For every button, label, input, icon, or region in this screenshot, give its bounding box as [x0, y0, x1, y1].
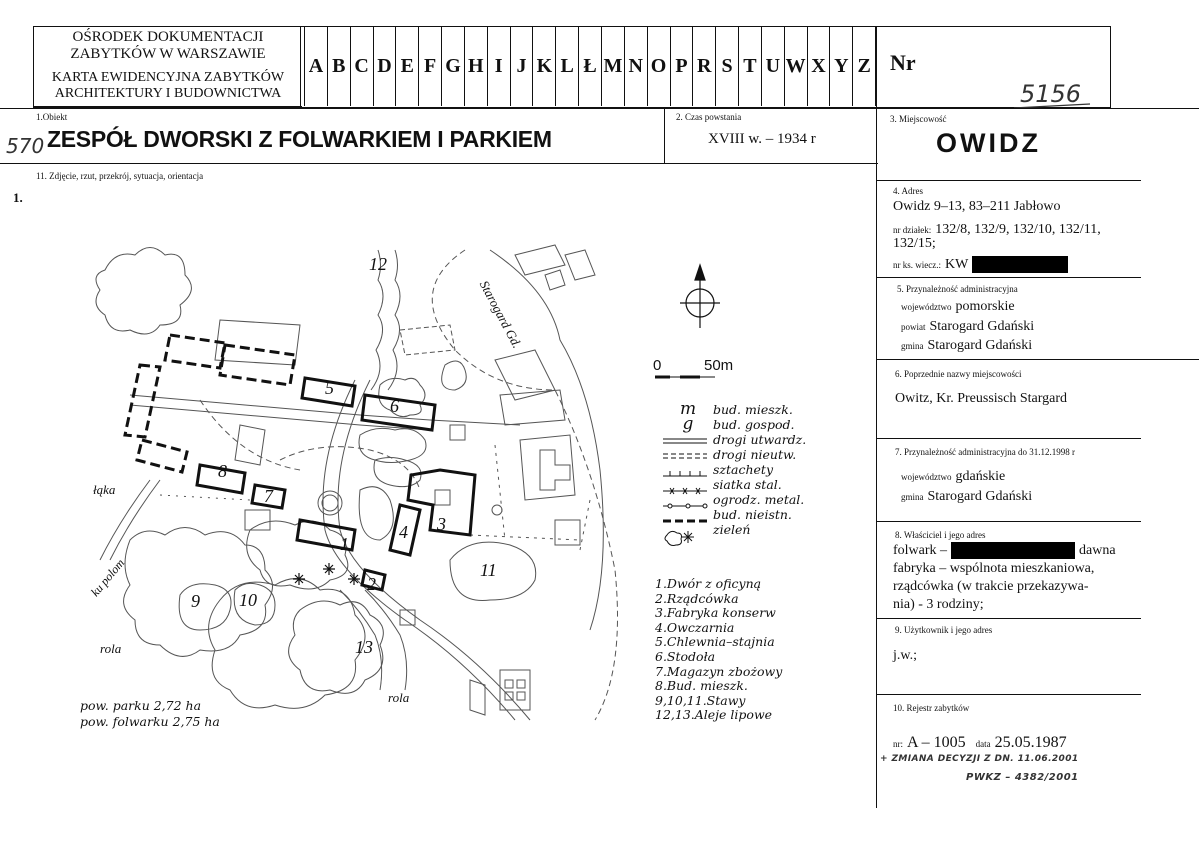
- plots-line2: 132/15;: [893, 236, 936, 251]
- old-voivodeship-label: województwo: [901, 472, 952, 482]
- alphabet-letter: C: [350, 26, 373, 106]
- alphabet-letter: H: [464, 26, 487, 106]
- map-legend: [663, 399, 863, 537]
- alphabet-letter: Z: [852, 26, 876, 106]
- alphabet-letter: R: [692, 26, 715, 106]
- register-date-value: 25.05.1987: [994, 734, 1067, 751]
- owner-redaction: [951, 542, 1075, 559]
- institution-line1: OŚRODEK DOKUMENTACJI: [72, 29, 264, 45]
- alphabet-letter: O: [647, 26, 670, 106]
- alphabet-letter: S: [715, 26, 738, 106]
- list-item: 7.Magazyn zbożowy: [655, 663, 783, 679]
- alphabet-letter: Y: [829, 26, 852, 106]
- building-number-6: 6: [390, 396, 399, 416]
- park-area: pow. parku 2,72 ha: [80, 698, 202, 713]
- register-handwritten-line1: + ZMIANA DECYZJI Z DN. 11.06.2001: [880, 754, 1079, 764]
- legend-item: drogi nieutw.: [713, 446, 797, 462]
- construction-date: XVIII w. – 1934 r: [708, 131, 816, 147]
- plots-line1: 132/8, 132/9, 132/10, 132/11,: [935, 222, 1101, 237]
- alphabet-letter: P: [670, 26, 693, 106]
- former-names-value: Owitz, Kr. Preussisch Stargard: [895, 391, 1067, 406]
- legend-item: g bud. gospod.: [682, 414, 795, 434]
- institution-line2: ZABYTKÓW W WARSZAWIE: [70, 46, 266, 62]
- register-nr-value: A – 1005: [907, 734, 966, 751]
- alphabet-letter: D: [373, 26, 396, 106]
- section1-handwritten-prefix: 570: [6, 134, 45, 158]
- list-item: 9,10,11.Stawy: [655, 692, 746, 708]
- building-number-10: 10: [239, 590, 257, 610]
- object-title: ZESPÓŁ DWORSKI Z FOLWARKIEM I PARKIEM: [47, 126, 552, 152]
- section5-label: 5. Przynależność administracyjna: [897, 284, 1018, 294]
- list-item: 6.Stodoła: [655, 648, 716, 664]
- commune-value: Starogard Gdański: [927, 338, 1033, 353]
- north-arrow-icon: [680, 265, 720, 328]
- alphabet-letter: N: [624, 26, 647, 106]
- scale-zero: 0: [653, 357, 662, 374]
- alphabet-letter: G: [441, 26, 464, 106]
- section1-label: 1.Obiekt: [36, 112, 68, 122]
- label-to-fields: ku polom: [88, 556, 128, 599]
- card-title-line2: ARCHITEKTURY I BUDOWNICTWA: [54, 86, 282, 101]
- building-number-11: 11: [480, 560, 497, 580]
- county-value: Starogard Gdański: [929, 319, 1035, 334]
- building-number-7: 7: [264, 486, 273, 506]
- section2-label: 2. Czas powstania: [676, 112, 742, 122]
- objects-list: [655, 577, 782, 723]
- building-number-5: 5: [325, 378, 334, 398]
- farm-area: pow. folwarku 2,75 ha: [80, 714, 220, 729]
- owner-line1-end: dawna: [1079, 543, 1116, 558]
- section9-label: 9. Użytkownik i jego adres: [895, 625, 993, 635]
- alphabet-letter: B: [327, 26, 350, 106]
- owner-line4: nia) - 3 rodziny;: [893, 597, 984, 612]
- section4-label: 4. Adres: [893, 186, 923, 196]
- alphabet-letter: K: [532, 26, 555, 106]
- alphabet-letter: L: [555, 26, 578, 106]
- street-label: Starogard Gd.: [476, 278, 525, 351]
- legend-item: drogi utwardz.: [713, 431, 807, 447]
- address-value: Owidz 9–13, 83–211 Jabłowo: [893, 199, 1061, 214]
- register-nr-label: nr:: [893, 739, 903, 749]
- card-title-line1: KARTA EWIDENCYJNA ZABYTKÓW: [51, 70, 285, 85]
- alphabet-letter: T: [738, 26, 761, 106]
- list-item: 2.Rządcówka: [655, 590, 739, 606]
- user-value: j.w.;: [893, 648, 917, 663]
- register-handwritten-line2: PWKZ – 4382/2001: [966, 772, 1079, 783]
- county-label: powiat: [901, 322, 926, 332]
- list-item: 4.Owczarnia: [655, 619, 735, 635]
- section8-label: 8. Właściciel i jego adres: [895, 530, 986, 540]
- alphabet-letter: W: [784, 26, 807, 106]
- list-item: 1.Dwór z oficyną: [655, 576, 762, 591]
- label-meadow: łąka: [93, 482, 116, 497]
- legend-item: bud. nieistn.: [713, 506, 792, 522]
- list-item: 3.Fabryka konserw: [655, 605, 776, 621]
- list-item: 8.Bud. mieszk.: [655, 678, 748, 694]
- locality-name: OWIDZ: [936, 128, 1041, 158]
- kw-redaction: [972, 256, 1068, 273]
- alphabet-letter: I: [487, 26, 510, 106]
- building-number-9: 9: [191, 591, 200, 611]
- section11-mark: 1.: [13, 190, 23, 205]
- alphabet-letter: E: [395, 26, 418, 106]
- section11-label: 11. Zdjęcie, rzut, przekrój, sytuacja, orientacja: [36, 171, 204, 181]
- legend-item: sztachety: [713, 461, 774, 477]
- old-commune-label: gmina: [901, 492, 924, 502]
- kw-value: KW: [944, 257, 969, 272]
- section3-label: 3. Miejscowość: [890, 114, 947, 124]
- kw-label: nr ks. wiecz.:: [893, 260, 941, 270]
- building-number-8: 8: [218, 461, 227, 481]
- label-field-bottom: rola: [388, 690, 410, 705]
- list-item: 5.Chlewnia–stajnia: [655, 634, 775, 650]
- alphabet-letter: U: [761, 26, 784, 106]
- building-number-13: 13: [355, 637, 373, 657]
- nr-label: Nr: [890, 50, 916, 75]
- old-commune-value: Starogard Gdański: [927, 489, 1033, 504]
- commune-label: gmina: [901, 341, 924, 351]
- section7-label: 7. Przynależność administracyjna do 31.12.1998 r: [895, 447, 1075, 457]
- nr-handwritten: 5156: [1020, 80, 1082, 108]
- voivodeship-label: województwo: [901, 302, 952, 312]
- legend-item: ogrodz. metal.: [713, 491, 805, 507]
- alphabet-letter: X: [807, 26, 830, 106]
- owner-line2: fabryka – wspólnota mieszkaniowa,: [893, 561, 1095, 576]
- alphabet-letter: Ł: [578, 26, 601, 106]
- register-date-label: data: [975, 739, 991, 749]
- voivodeship-value: pomorskie: [955, 299, 1015, 314]
- building-number-3: 3: [437, 514, 446, 534]
- old-voivodeship-value: gdańskie: [955, 469, 1006, 484]
- section10-label: 10. Rejestr zabytków: [893, 703, 970, 713]
- scale-end: 50m: [704, 357, 734, 374]
- alphabet-letter: A: [304, 26, 327, 106]
- alphabet-letter: M: [601, 26, 624, 106]
- legend-item: siatka stal.: [713, 476, 782, 492]
- section6-label: 6. Poprzednie nazwy miejscowości: [895, 369, 1022, 379]
- building-number-2: 2: [367, 574, 376, 594]
- owner-line1-start: folwark –: [893, 543, 948, 558]
- building-number-4: 4: [399, 522, 408, 542]
- list-item: 12,13.Aleje lipowe: [655, 707, 773, 723]
- alphabet-letter: J: [510, 26, 533, 106]
- plots-label: nr działek:: [893, 225, 932, 235]
- owner-line3: rządcówka (w trakcie przekazywa-: [893, 579, 1089, 594]
- legend-item: zieleń: [713, 521, 751, 537]
- label-field-left: rola: [100, 641, 122, 656]
- alphabet-letter: F: [418, 26, 441, 106]
- building-number-12: 12: [369, 254, 387, 274]
- legend-item: m bud. mieszk.: [679, 399, 793, 419]
- building-number-1: 1: [340, 534, 349, 554]
